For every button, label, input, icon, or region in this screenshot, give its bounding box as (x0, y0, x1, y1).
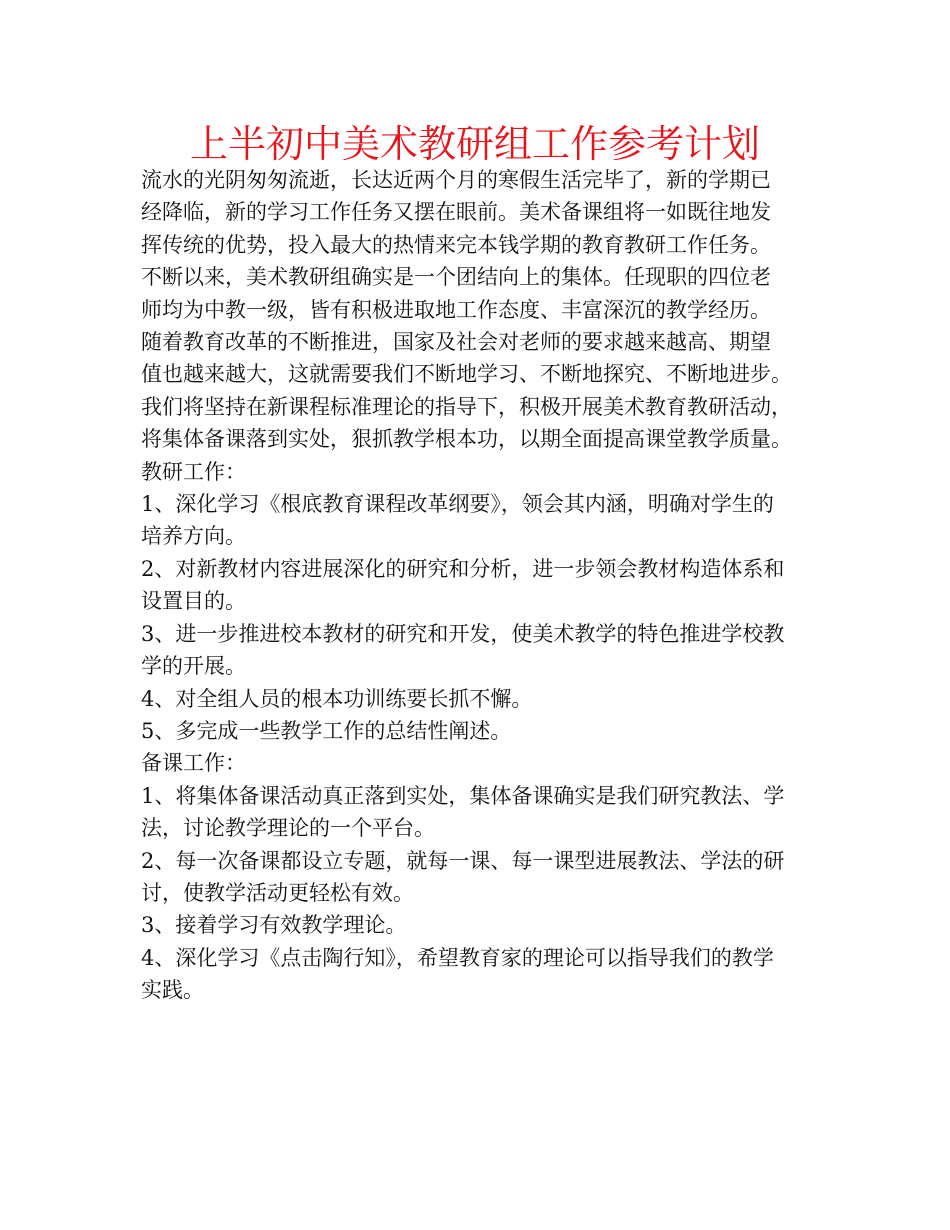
text-line: 我们将坚持在新课程标准理论的指导下，积极开展美术教育教研活动， (141, 394, 792, 419)
text-line: 学的开展。 (141, 654, 246, 679)
text-line: 教研工作： (141, 459, 246, 484)
text-line: 5、多完成一些教学工作的总结性阐述。 (141, 718, 512, 743)
text-line: 经降临，新的学习工作任务又摆在眼前。美术备课组将一如既往地发 (141, 200, 771, 225)
text-line: 随着教育改革的不断推进，国家及社会对老师的要求越来越高、期望 (141, 330, 771, 355)
text-line: 2、每一次备课都设立专题，就每一课、每一课型进展教法、学法的研 (141, 848, 785, 873)
text-line: 1、深化学习《根底教育课程改革纲要》，领会其内涵，明确对学生的 (141, 492, 774, 517)
text-line: 3、接着学习有效教学理论。 (141, 913, 407, 938)
text-line: 4、对全组人员的根本功训练要长抓不懈。 (141, 686, 533, 711)
text-line: 培养方向。 (141, 524, 246, 549)
text-line: 法，讨论教学理论的一个平台。 (141, 816, 435, 841)
text-line: 讨，使教学活动更轻松有效。 (141, 880, 414, 905)
text-line: 4、深化学习《点击陶行知》，希望教育家的理论可以指导我们的教学 (141, 945, 774, 970)
document-body (141, 164, 841, 1007)
text-line: 将集体备课落到实处，狠抓教学根本功，以期全面提高课堂教学质量。 (141, 427, 792, 452)
text-line: 流水的光阴匆匆流逝，长达近两个月的寒假生活完毕了，新的学期已 (141, 168, 771, 192)
text-line: 备课工作： (141, 751, 246, 776)
text-line: 实践。 (141, 978, 204, 1003)
text-line: 师均为中教一级，皆有积极进取地工作态度、丰富深沉的教学经历。 (141, 297, 771, 322)
text-line: 1、将集体备课活动真正落到实处，集体备课确实是我们研究教法、学 (141, 783, 785, 808)
document-title: 上半初中美术教研组工作参考计划 (189, 122, 760, 166)
text-line: 值也越来越大，这就需要我们不断地学习、不断地探究、不断地进步。 (141, 362, 792, 387)
text-line: 2、对新教材内容进展深化的研究和分析，进一步领会教材构造体系和 (141, 556, 785, 581)
text-line: 不断以来，美术教研组确实是一个团结向上的集体。任现职的四位老 (141, 265, 771, 290)
text-line: 3、进一步推进校本教材的研究和开发，使美术教学的特色推进学校教 (141, 621, 785, 646)
text-line: 挥传统的优势，投入最大的热情来完本钱学期的教育教研工作任务。 (141, 232, 771, 257)
text-line: 设置目的。 (141, 589, 246, 614)
